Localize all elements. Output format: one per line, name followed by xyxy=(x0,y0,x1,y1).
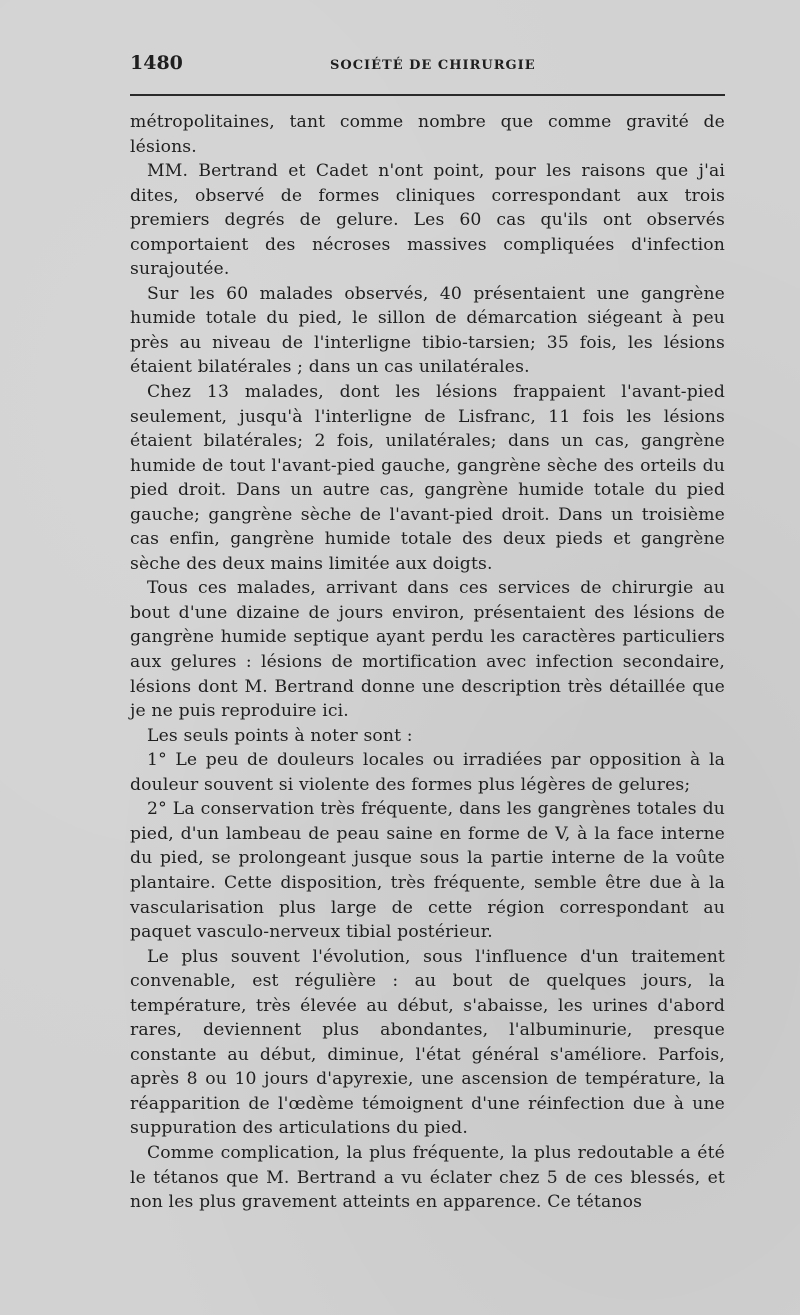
running-head xyxy=(130,50,725,80)
body-text xyxy=(130,110,725,1215)
paragraph: Sur les 60 malades observés, 40 présentaient une gangrène humide totale du pied, le sillon de démarcation siégeant à peu près au niveau de l'interligne tibio-tarsien; 35 fois, les lésions étaient bilatérales ; dans un cas unilatérales. xyxy=(130,283,725,378)
paragraph: Tous ces malades, arrivant dans ces services de chirurgie au bout d'une dizaine de jours environ, présentaient des lésions de gangrène humide septique ayant perdu les caractères particuliers aux gelures : lésions de mortification avec infection secondaire, lésions dont M. Bertrand donne une description très détaillée que je ne puis reproduire ici. xyxy=(130,578,725,722)
paragraph: Chez 13 malades, dont les lésions frappaient l'avant-pied seulement, jusqu'à l'interligne de Lisfranc, 11 fois les lésions étaient bilatérales; 2 fois, unilatérales; dans un cas, gangrène humide de tout l'avant-pied gauche, gangrène sèche des orteils du pied droit. Dans un autre cas, gangrène humide totale du pied gauche; gangrène sèche de l'avant-pied droit. Dans un troisième cas enfin, gangrène humide totale des deux pieds et gangrène sèche des deux mains limitée aux doigts. xyxy=(130,382,725,574)
paragraph: Les seuls points à noter sont : xyxy=(147,725,413,746)
paragraph: 1° Le peu de douleurs locales ou irradiées par opposition à la douleur souvent si violente des formes plus légères de gelures; xyxy=(130,750,725,795)
page-number: 1480 xyxy=(130,52,183,74)
paragraph: 2° La conservation très fréquente, dans les gangrènes totales du pied, d'un lambeau de peau saine en forme de V, à la face interne du pied, se prolongeant jusque sous la partie interne de la voûte plantaire. Cette disposition, très fréquente, semble être due à la vascularisation plus large de cette région correspondant au paquet vasculo-nerveux tibial postérieur. xyxy=(130,799,725,943)
paragraph: métropolitaines, tant comme nombre que comme gravité de lésions. xyxy=(130,112,725,157)
paragraph: MM. Bertrand et Cadet n'ont point, pour les raisons que j'ai dites, observé de formes cliniques correspondant aux trois premiers degrés de gelure. Les 60 cas qu'ils ont observés comportaient des nécroses massives compliquées d'infection surajoutée. xyxy=(130,161,725,280)
journal-title: SOCIÉTÉ DE CHIRURGIE xyxy=(330,58,536,73)
paragraph: Comme complication, la plus fréquente, la plus redoutable a été le tétanos que M. Bertrand a vu éclater chez 5 de ces blessés, et non les plus gravement atteints en apparence. Ce tétanos xyxy=(130,1142,725,1213)
paragraph: Le plus souvent l'évolution, sous l'influence d'un traitement convenable, est régulière : au bout de quelques jours, la température, très élevée au début, s'abaisse, les urines d'abord rares, deviennent plus abondantes, l'albuminurie, presque constante au début, diminue, l'état général s'améliore. Parfois, après 8 ou 10 jours d'apyrexie, une ascension de température, la réapparition de l'œdème témoignent d'une réinfection due à une suppuration des articulations du pied. xyxy=(130,946,725,1139)
header-rule xyxy=(130,94,725,96)
